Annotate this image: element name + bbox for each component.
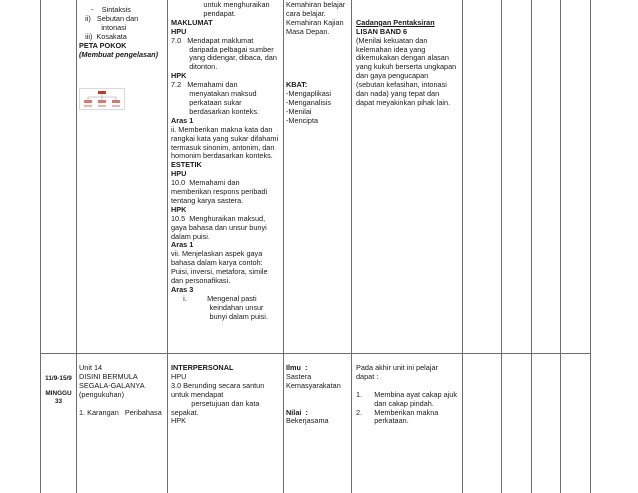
text-line: Sastera (286, 371, 312, 381)
text-line: ii) Sebutan dan (79, 13, 139, 23)
text-line: perkataan sukar (171, 97, 242, 107)
text-line: tentang karya sastera. (171, 195, 244, 205)
row1-unit-lines (79, 6, 165, 59)
text-line: perkataan. (356, 416, 409, 426)
text-line: Masa Depan. (286, 26, 330, 36)
text-line: DISINI BERMULA (79, 371, 138, 381)
text-line: termasuk sinonim, antonim, dan (171, 142, 275, 152)
text-line: yang didengar, dibaca, dan (171, 53, 277, 63)
text-line: HPU (171, 169, 187, 179)
text-line: KBAT: (286, 80, 308, 90)
text-line: Aras 3 (171, 285, 194, 294)
row1-element-lines (286, 1, 350, 126)
text-line: HPK (171, 71, 187, 81)
text-line: 1. Membina ayat cakap ajuk (356, 389, 457, 399)
col-divider (283, 0, 284, 493)
row-divider (40, 353, 590, 354)
text-line: HPU (171, 26, 187, 36)
text-line: daripada pelbagai sumber (171, 44, 274, 54)
text-line: keindahan unsur (171, 302, 264, 312)
text-line: SEGALA-GALANYA (79, 380, 145, 390)
text-line: -Menilai (286, 106, 312, 116)
text-line (286, 46, 350, 55)
text-line: 7.2 Memahami dan (171, 80, 238, 90)
text-line: (Menilai kekuatan dan (356, 35, 428, 45)
text-line: HPK (171, 416, 187, 426)
text-line: ESTETIK (171, 160, 202, 170)
text-line: berdasarkan konteks. (171, 106, 260, 116)
text-line: dan nada) yang tepat dan (356, 89, 440, 99)
text-line: rangkai kata yang sukar difahami (171, 133, 279, 143)
text-line: bahasa dalam karya contoh: (171, 258, 263, 268)
text-line: LISAN BAND 6 (356, 26, 408, 36)
col-divider (76, 0, 77, 493)
text-line: dan gaya pengucapan (356, 71, 429, 81)
row1-standard-lines (171, 1, 282, 322)
text-line: Pada akhir unit ini pelajar (356, 364, 438, 372)
text-line: 10.0 Memahami dan (171, 178, 240, 188)
col-divider (462, 0, 463, 493)
row2-standard-cell (171, 364, 282, 434)
text-line: 3.0 Berunding secara santun (171, 380, 265, 390)
tree-diagram-icon (79, 88, 125, 110)
text-line: 1. Karangan Peribahasa (79, 407, 162, 417)
text-line: 10.5 Menghuraikan maksud, (171, 213, 266, 223)
row2-element-cell (286, 364, 350, 434)
row1-unit-cell (79, 6, 165, 346)
week-label: MINGGU (45, 390, 72, 397)
text-line: INTERPERSONAL (171, 364, 234, 372)
text-line: dalam puisi. (171, 231, 210, 241)
text-line: i. Mengenal pasti (171, 293, 257, 303)
text-line: Kemahiran Kajian (286, 17, 344, 27)
row2-assessment-lines (356, 364, 461, 426)
text-line: cara belajar. (286, 8, 326, 18)
text-line: dapat : (356, 371, 379, 381)
text-line (356, 1, 461, 10)
text-line: Kemahiran belajar (286, 1, 346, 9)
text-line: yang kukuh berserta ungkapan (356, 62, 457, 72)
text-line: dikemukakan dengan alasan (356, 53, 449, 63)
text-line: ii. Memberikan makna kata dan (171, 124, 273, 134)
text-line: Kemasyarakatan (286, 380, 341, 390)
text-line: Aras 1 (171, 115, 194, 125)
text-line (286, 54, 350, 63)
text-line: - Sintaksis (79, 6, 131, 14)
text-line: bunyi dalam puisi. (171, 311, 268, 321)
text-line: HPU (171, 371, 187, 381)
text-line: untuk mendapat (171, 389, 224, 399)
text-line: PETA POKOK (79, 40, 127, 50)
text-line (286, 63, 350, 72)
text-line: -Mencipta (286, 115, 319, 125)
text-line: dan personafikasi. (171, 276, 231, 286)
text-line: -Mengaplikasi (286, 89, 332, 99)
col-divider (590, 0, 591, 493)
text-line: memberikan respons peribadi (171, 187, 268, 197)
text-line: Ilmu : (286, 364, 308, 372)
row1-assessment-cell (356, 1, 461, 201)
col-divider (167, 0, 168, 493)
text-line: MAKLUMAT (171, 17, 213, 27)
col-divider (351, 0, 352, 493)
text-line: menyatakan maksud (171, 89, 257, 99)
text-line: homonim berdasarkan konteks. (171, 151, 273, 161)
row1-element-cell (286, 1, 350, 201)
text-line: untuk menghuraikan (171, 1, 270, 9)
text-line: (pengukuhan) (79, 389, 125, 399)
text-line: Puisi, inversi, metafora, simile (171, 267, 268, 277)
text-line: sepakat. (171, 407, 199, 417)
row2-element-lines (286, 364, 350, 426)
row2-assessment-cell (356, 364, 461, 434)
text-line: vii. Menjelaskan aspek gaya (171, 249, 263, 259)
text-line: Cadangan Pentaksiran (356, 17, 435, 27)
text-line: 2. Memberikan makna (356, 407, 439, 417)
text-line: -Menganalisis (286, 97, 332, 107)
text-line: Unit 14 (79, 364, 103, 372)
week-number: 33 (54, 398, 63, 405)
text-line: Bekerjasama (286, 416, 329, 426)
row2-unit-cell (79, 364, 167, 444)
col-divider (560, 0, 561, 493)
text-line: ditonton. (171, 62, 218, 72)
text-line: pendapat. (171, 8, 236, 18)
col-divider (501, 0, 502, 493)
text-line: kelemahan idea yang (356, 44, 426, 54)
text-line: Nilai : (286, 407, 308, 417)
col-divider (531, 0, 532, 493)
text-line: intonasi (79, 22, 127, 32)
text-line: iii) Kosakata (79, 31, 127, 41)
text-line: dan cakap pindah. (356, 398, 434, 408)
row1-standard-cell (171, 1, 282, 351)
text-line: Aras 1 (171, 240, 194, 250)
col-divider (40, 0, 41, 493)
row2-unit-lines (79, 364, 167, 417)
text-line: persetujuan dan kata (171, 398, 260, 408)
text-line (286, 37, 350, 46)
date-range: 11/9-15/9 (45, 375, 72, 382)
text-line: HPK (171, 204, 187, 214)
text-line: dapat meyakinkan pihak lain. (356, 97, 451, 107)
text-line: (Membuat pengelasan) (79, 49, 159, 59)
text-line: (sebutan kefasihan, intonasi (356, 80, 447, 90)
row2-standard-lines (171, 364, 282, 426)
text-line: gaya bahasa dan unsur bunyi (171, 222, 267, 232)
text-line (286, 391, 350, 400)
text-line: 7.0 Mendapat maklumat (171, 35, 254, 45)
row1-assessment-lines (356, 1, 461, 108)
